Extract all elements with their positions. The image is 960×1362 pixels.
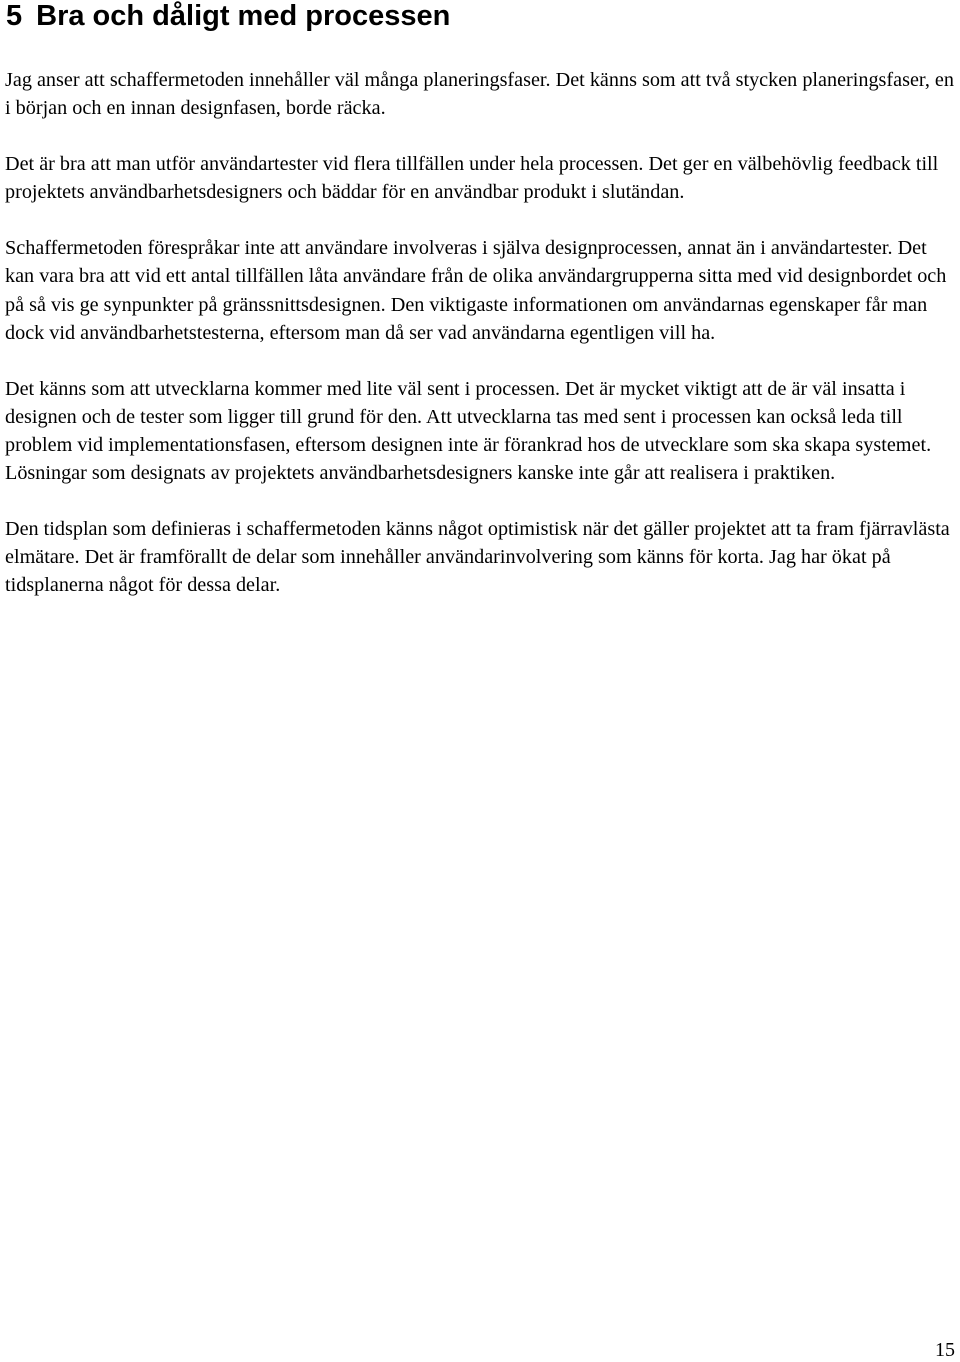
section-title: Bra och dåligt med processen — [36, 0, 451, 32]
page-number: 15 — [935, 1339, 955, 1361]
paragraph: Det känns som att utvecklarna kommer med lite väl sent i processen. Det är mycket viktigt att de är väl insatta i designen och de tester som ligger till grund för den. Att utvecklarna tas med sent i processen kan också leda till problem vid implementationsfasen, eftersom designen inte är förankrad hos de utvecklare som ska skapa systemet. Lösningar som designats av projektets användbarhetsdesigners kanske inte går att realisera i praktiken. — [5, 377, 932, 485]
section-heading — [6, 0, 450, 34]
paragraph: Jag anser att schaffermetoden innehåller väl många planeringsfaser. Det känns som att två stycken planeringsfaser, en i början och en innan designfasen, borde räcka. — [5, 69, 954, 120]
paragraph: Det är bra att man utför användartester vid flera tillfällen under hela processen. Det ger en välbehövlig feedback till projektets användbarhetsdesigners och bäddar för en användbar produkt i slutändan. — [5, 153, 939, 204]
paragraph: Den tidsplan som definieras i schaffermetoden känns något optimistisk när det gäller projektet att ta fram fjärravlästa elmätare. Det är framförallt de delar som innehåller användarinvolvering som känns för korta. Jag har ökat på tidsplanerna något för dessa delar. — [5, 518, 950, 597]
paragraph: Schaffermetoden förespråkar inte att användare involveras i själva designprocessen, annat än i användartester. Det kan vara bra att vid ett antal tillfällen låta användare från de olika användargrupperna sitta med vid designbordet och på så vis ge synpunkter på gränssnittsdesignen. Den viktigaste informationen om användarnas egenskaper får man dock vid användbarhetstesterna, eftersom man då ser vad användarna egentligen vill ha. — [5, 237, 947, 344]
body-text — [5, 66, 957, 627]
section-number: 5 — [6, 0, 23, 32]
